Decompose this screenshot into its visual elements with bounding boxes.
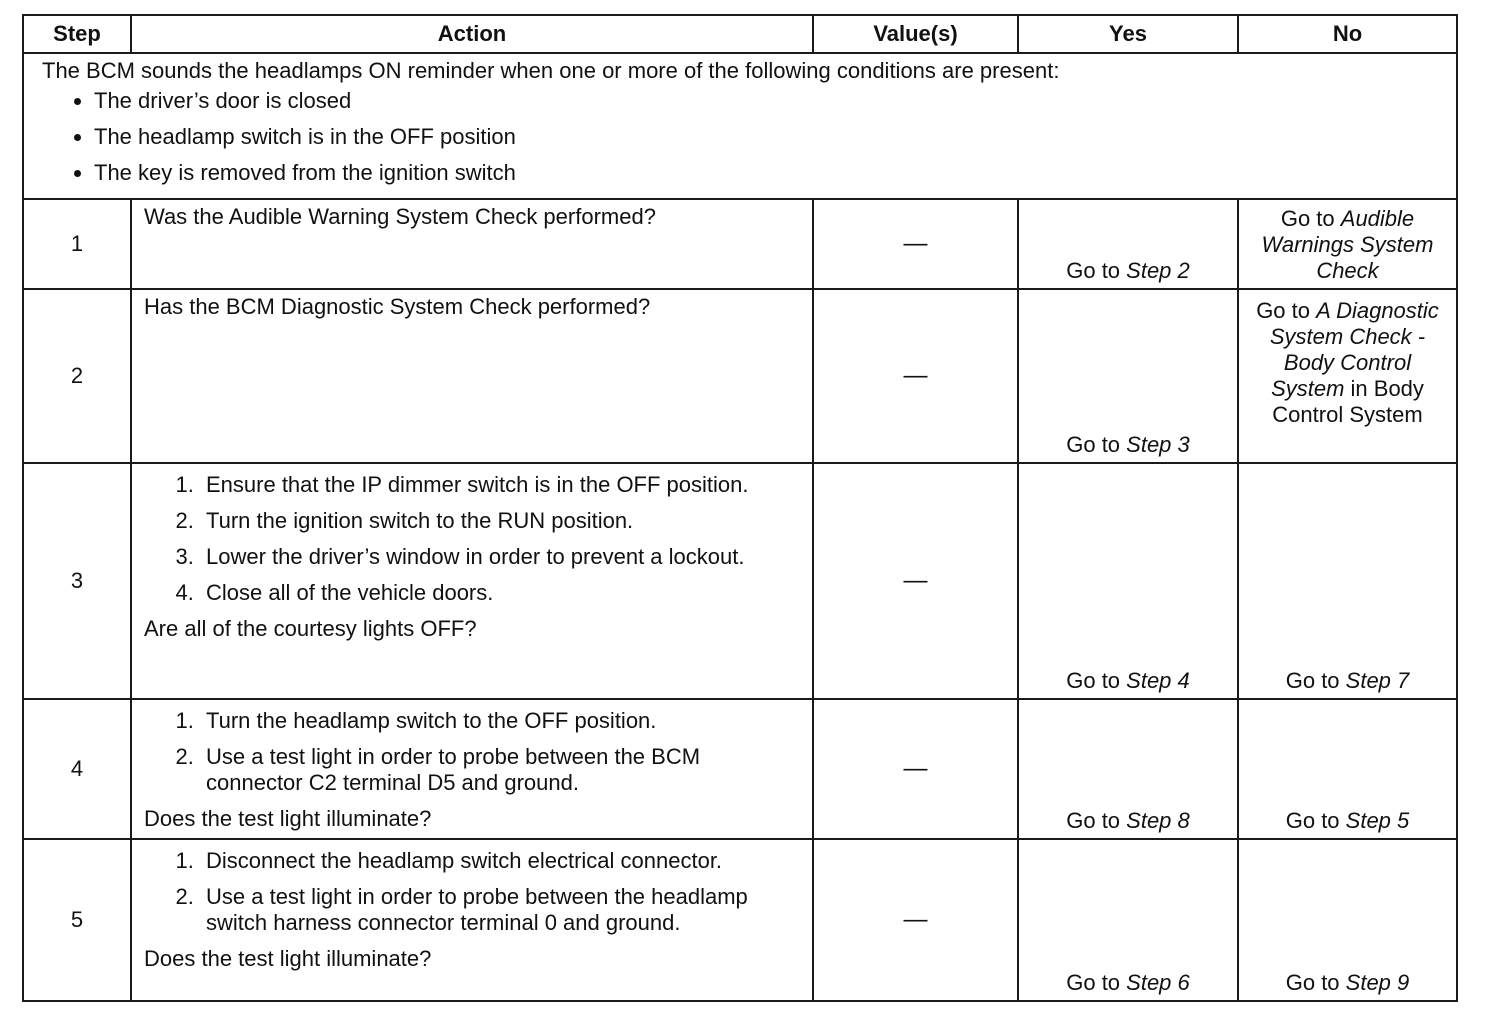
action-cell xyxy=(131,199,813,289)
intro-bullet: • The driver’s door is closed xyxy=(94,88,1444,114)
action-step: 3. Lower the driver’s window in order to prevent a lockout. xyxy=(200,544,802,570)
no-cell xyxy=(1238,699,1457,839)
diagnostic-page xyxy=(22,14,1456,997)
action-steps xyxy=(144,472,802,606)
yes-prefix: Go to xyxy=(1066,668,1127,693)
intro-row xyxy=(23,53,1457,199)
intro-cell xyxy=(23,53,1457,199)
table-row xyxy=(23,199,1457,289)
yes-link[interactable]: Step 3 xyxy=(1126,432,1190,457)
action-cell xyxy=(131,289,813,463)
no-cell xyxy=(1238,839,1457,1001)
action-step: 1. Turn the headlamp switch to the OFF position. xyxy=(200,708,802,734)
intro-bullets xyxy=(42,88,1444,186)
no-cell xyxy=(1238,199,1457,289)
header-yes: Yes xyxy=(1018,15,1238,53)
yes-cell xyxy=(1018,839,1238,1001)
yes-cell xyxy=(1018,289,1238,463)
action-step: 2. Use a test light in order to probe between the headlamp switch harness connector terminal 0 and ground. xyxy=(200,884,802,936)
action-question: Are all of the courtesy lights OFF? xyxy=(144,616,477,641)
value-cell: — xyxy=(813,699,1018,839)
diagnostic-table xyxy=(22,14,1458,1002)
action-step: 2. Turn the ignition switch to the RUN position. xyxy=(200,508,802,534)
yes-prefix: Go to xyxy=(1066,258,1127,283)
action-cell xyxy=(131,839,813,1001)
action-cell xyxy=(131,699,813,839)
action-steps xyxy=(144,708,802,796)
yes-cell xyxy=(1018,199,1238,289)
step-number: 5 xyxy=(23,839,131,1001)
yes-cell xyxy=(1018,699,1238,839)
no-cell xyxy=(1238,289,1457,463)
no-prefix: Go to xyxy=(1256,298,1317,323)
value-cell: — xyxy=(813,839,1018,1001)
yes-link[interactable]: Step 4 xyxy=(1126,668,1190,693)
yes-cell xyxy=(1018,463,1238,699)
action-question: Does the test light illuminate? xyxy=(144,946,432,971)
no-prefix: Go to xyxy=(1285,808,1346,833)
no-link[interactable]: Step 9 xyxy=(1345,970,1410,995)
header-action: Action xyxy=(131,15,813,53)
yes-prefix: Go to xyxy=(1066,808,1127,833)
yes-link[interactable]: Step 2 xyxy=(1126,258,1190,283)
step-number: 1 xyxy=(23,199,131,289)
action-step: 4. Close all of the vehicle doors. xyxy=(200,580,802,606)
intro-bullet: • The headlamp switch is in the OFF position xyxy=(94,124,1444,150)
table-row xyxy=(23,699,1457,839)
intro-bullet: • The key is removed from the ignition switch xyxy=(94,160,1444,186)
no-cell xyxy=(1238,463,1457,699)
yes-link[interactable]: Step 6 xyxy=(1126,970,1190,995)
value-cell: — xyxy=(813,463,1018,699)
no-prefix: Go to xyxy=(1285,668,1346,693)
yes-prefix: Go to xyxy=(1066,432,1127,457)
no-prefix: Go to xyxy=(1280,206,1341,231)
no-link[interactable]: Audible Warnings System Check xyxy=(1261,206,1434,283)
no-prefix: Go to xyxy=(1285,970,1346,995)
table-row xyxy=(23,289,1457,463)
action-question: Has the BCM Diagnostic System Check performed? xyxy=(144,294,651,319)
intro-text: The BCM sounds the headlamps ON reminder when one or more of the following conditions are present: xyxy=(42,58,1060,83)
header-step: Step xyxy=(23,15,131,53)
no-link[interactable]: Step 5 xyxy=(1345,808,1410,833)
action-step: 1. Disconnect the headlamp switch electrical connector. xyxy=(200,848,802,874)
action-step: 1. Ensure that the IP dimmer switch is in the OFF position. xyxy=(200,472,802,498)
step-number: 4 xyxy=(23,699,131,839)
action-question: Does the test light illuminate? xyxy=(144,806,432,831)
yes-link[interactable]: Step 8 xyxy=(1126,808,1190,833)
no-link[interactable]: Step 7 xyxy=(1345,668,1410,693)
action-question: Was the Audible Warning System Check performed? xyxy=(144,204,656,229)
no-suffix: in Body Control System xyxy=(1272,376,1424,427)
action-steps xyxy=(144,848,802,936)
value-cell: — xyxy=(813,289,1018,463)
action-cell xyxy=(131,463,813,699)
header-row xyxy=(23,15,1457,53)
table-row xyxy=(23,463,1457,699)
step-number: 3 xyxy=(23,463,131,699)
table-row xyxy=(23,839,1457,1001)
header-no: No xyxy=(1238,15,1457,53)
header-values: Value(s) xyxy=(813,15,1018,53)
action-step: 2. Use a test light in order to probe between the BCM connector C2 terminal D5 and ground. xyxy=(200,744,802,796)
step-number: 2 xyxy=(23,289,131,463)
no-link[interactable]: A Diagnostic System Check - Body Control System xyxy=(1269,298,1439,401)
value-cell: — xyxy=(813,199,1018,289)
yes-prefix: Go to xyxy=(1066,970,1127,995)
